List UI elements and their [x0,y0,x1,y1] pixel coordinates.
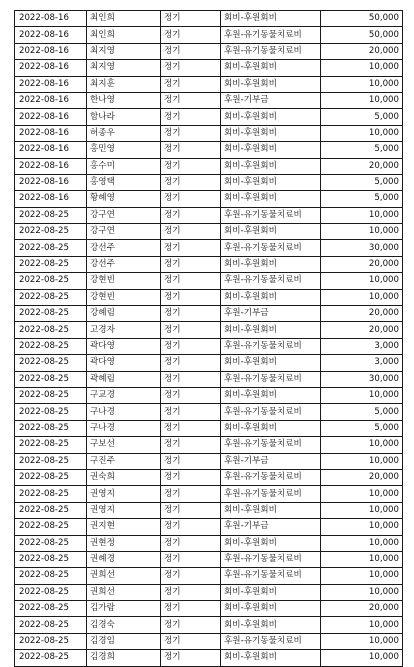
donation-type-cell: 정기 [161,125,221,141]
table-row [15,601,403,617]
category-cell: 회비-후원회비 [221,125,321,141]
table-row [15,355,403,371]
donor-name-cell: 강구연 [87,224,161,240]
donation-type-cell: 정기 [161,11,221,27]
category-cell: 후원-유기동물치료비 [221,568,321,584]
amount-cell: 10,000 [321,125,403,141]
amount-cell: 30,000 [321,371,403,387]
donation-type-cell: 정기 [161,207,221,223]
table-row [15,289,403,305]
category-cell: 후원-기부금 [221,92,321,108]
donation-table-body [15,11,403,667]
amount-cell: 10,000 [321,60,403,76]
category-cell: 후원-기부금 [221,306,321,322]
donor-name-cell: 곽다영 [87,338,161,354]
amount-cell: 10,000 [321,568,403,584]
donor-name-cell: 김경숙 [87,617,161,633]
amount-cell: 10,000 [321,584,403,600]
category-cell: 회비-후원회비 [221,355,321,371]
date-cell: 2022-08-25 [15,273,87,289]
table-row [15,224,403,240]
donation-type-cell: 정기 [161,371,221,387]
date-cell: 2022-08-25 [15,469,87,485]
date-cell: 2022-08-16 [15,191,87,207]
date-cell: 2022-08-25 [15,256,87,272]
donation-type-cell: 정기 [161,437,221,453]
date-cell: 2022-08-25 [15,453,87,469]
amount-cell: 10,000 [321,650,403,666]
donation-type-cell: 정기 [161,551,221,567]
donation-type-cell: 정기 [161,240,221,256]
donor-name-cell: 강혜림 [87,306,161,322]
donation-type-cell: 정기 [161,256,221,272]
table-row [15,469,403,485]
donor-name-cell: 구보선 [87,437,161,453]
category-cell: 회비-후원회비 [221,224,321,240]
donation-type-cell: 정기 [161,633,221,649]
date-cell: 2022-08-16 [15,125,87,141]
table-row [15,191,403,207]
category-cell: 회비-후원회비 [221,11,321,27]
table-row [15,453,403,469]
date-cell: 2022-08-25 [15,289,87,305]
category-cell: 후원-유기동물치료비 [221,551,321,567]
donation-type-cell: 정기 [161,404,221,420]
table-row [15,371,403,387]
amount-cell: 20,000 [321,43,403,59]
amount-cell: 20,000 [321,256,403,272]
category-cell: 후원-유기동물치료비 [221,437,321,453]
donation-type-cell: 정기 [161,76,221,92]
amount-cell: 10,000 [321,387,403,403]
donor-name-cell: 최지영 [87,60,161,76]
amount-cell: 50,000 [321,11,403,27]
date-cell: 2022-08-25 [15,355,87,371]
category-cell: 회비-후원회비 [221,60,321,76]
date-cell: 2022-08-25 [15,371,87,387]
amount-cell: 3,000 [321,338,403,354]
category-cell: 회비-후원회비 [221,76,321,92]
donor-name-cell: 홍수미 [87,158,161,174]
amount-cell: 50,000 [321,27,403,43]
donation-type-cell: 정기 [161,355,221,371]
amount-cell: 20,000 [321,306,403,322]
category-cell: 회비-후원회비 [221,158,321,174]
donor-name-cell: 권희선 [87,584,161,600]
donation-type-cell: 정기 [161,469,221,485]
amount-cell: 10,000 [321,502,403,518]
donation-type-cell: 정기 [161,420,221,436]
donation-type-cell: 정기 [161,27,221,43]
category-cell: 회비-후원회비 [221,142,321,158]
category-cell: 회비-후원회비 [221,191,321,207]
donor-name-cell: 강선주 [87,240,161,256]
donor-name-cell: 권영지 [87,486,161,502]
table-row [15,109,403,125]
donor-name-cell: 홍영택 [87,174,161,190]
table-row [15,142,403,158]
table-row [15,256,403,272]
donor-name-cell: 함나라 [87,109,161,125]
donor-name-cell: 구교경 [87,387,161,403]
donor-name-cell: 황혜영 [87,191,161,207]
donor-name-cell: 권혜경 [87,551,161,567]
amount-cell: 30,000 [321,240,403,256]
date-cell: 2022-08-16 [15,174,87,190]
table-row [15,125,403,141]
donation-type-cell: 정기 [161,568,221,584]
donation-type-cell: 정기 [161,502,221,518]
date-cell: 2022-08-25 [15,650,87,666]
table-row [15,584,403,600]
table-row [15,633,403,649]
table-row [15,617,403,633]
category-cell: 후원-유기동물치료비 [221,486,321,502]
date-cell: 2022-08-25 [15,519,87,535]
amount-cell: 10,000 [321,207,403,223]
table-row [15,158,403,174]
table-row [15,420,403,436]
table-row [15,650,403,666]
table-row [15,551,403,567]
donation-ledger [14,10,402,667]
donation-type-cell: 정기 [161,453,221,469]
category-cell: 후원-유기동물치료비 [221,27,321,43]
donation-type-cell: 정기 [161,387,221,403]
category-cell: 후원-유기동물치료비 [221,469,321,485]
date-cell: 2022-08-25 [15,551,87,567]
amount-cell: 10,000 [321,617,403,633]
donation-type-cell: 정기 [161,158,221,174]
donation-type-cell: 정기 [161,617,221,633]
table-row [15,174,403,190]
donor-name-cell: 권지현 [87,519,161,535]
donation-table [14,10,403,667]
category-cell: 회비-후원회비 [221,420,321,436]
amount-cell: 5,000 [321,109,403,125]
amount-cell: 5,000 [321,142,403,158]
date-cell: 2022-08-25 [15,306,87,322]
table-row [15,306,403,322]
date-cell: 2022-08-25 [15,322,87,338]
donor-name-cell: 권희선 [87,568,161,584]
table-row [15,338,403,354]
date-cell: 2022-08-25 [15,224,87,240]
category-cell: 회비-후원회비 [221,289,321,305]
category-cell: 후원-유기동물치료비 [221,207,321,223]
donation-type-cell: 정기 [161,109,221,125]
amount-cell: 10,000 [321,519,403,535]
donation-type-cell: 정기 [161,650,221,666]
date-cell: 2022-08-25 [15,437,87,453]
table-row [15,76,403,92]
donor-name-cell: 김경임 [87,633,161,649]
table-row [15,11,403,27]
table-row [15,502,403,518]
donation-type-cell: 정기 [161,322,221,338]
donor-name-cell: 고경자 [87,322,161,338]
category-cell: 회비-후원회비 [221,502,321,518]
date-cell: 2022-08-16 [15,43,87,59]
donation-type-cell: 정기 [161,601,221,617]
amount-cell: 10,000 [321,535,403,551]
amount-cell: 10,000 [321,633,403,649]
donor-name-cell: 구진주 [87,453,161,469]
category-cell: 회비-후원회비 [221,617,321,633]
amount-cell: 20,000 [321,158,403,174]
table-row [15,404,403,420]
donation-type-cell: 정기 [161,273,221,289]
amount-cell: 10,000 [321,92,403,108]
table-row [15,437,403,453]
date-cell: 2022-08-16 [15,76,87,92]
date-cell: 2022-08-25 [15,240,87,256]
amount-cell: 5,000 [321,191,403,207]
category-cell: 회비-후원회비 [221,256,321,272]
amount-cell: 10,000 [321,437,403,453]
table-row [15,273,403,289]
amount-cell: 5,000 [321,404,403,420]
category-cell: 회비-후원회비 [221,387,321,403]
donation-type-cell: 정기 [161,191,221,207]
date-cell: 2022-08-25 [15,535,87,551]
table-row [15,519,403,535]
table-row [15,92,403,108]
date-cell: 2022-08-25 [15,584,87,600]
date-cell: 2022-08-25 [15,502,87,518]
date-cell: 2022-08-25 [15,420,87,436]
amount-cell: 10,000 [321,289,403,305]
date-cell: 2022-08-25 [15,601,87,617]
donor-name-cell: 구나경 [87,420,161,436]
amount-cell: 5,000 [321,420,403,436]
donor-name-cell: 권영지 [87,502,161,518]
donor-name-cell: 최인희 [87,11,161,27]
amount-cell: 10,000 [321,273,403,289]
amount-cell: 20,000 [321,469,403,485]
amount-cell: 10,000 [321,486,403,502]
donation-type-cell: 정기 [161,43,221,59]
date-cell: 2022-08-16 [15,142,87,158]
date-cell: 2022-08-16 [15,92,87,108]
donor-name-cell: 구나경 [87,404,161,420]
donor-name-cell: 강선주 [87,256,161,272]
donation-type-cell: 정기 [161,584,221,600]
donor-name-cell: 강현빈 [87,273,161,289]
date-cell: 2022-08-25 [15,633,87,649]
donor-name-cell: 최지영 [87,43,161,59]
category-cell: 후원-유기동물치료비 [221,273,321,289]
date-cell: 2022-08-16 [15,27,87,43]
amount-cell: 20,000 [321,601,403,617]
donation-type-cell: 정기 [161,224,221,240]
amount-cell: 3,000 [321,355,403,371]
amount-cell: 20,000 [321,322,403,338]
category-cell: 회비-후원회비 [221,109,321,125]
category-cell: 후원-기부금 [221,519,321,535]
table-row [15,535,403,551]
category-cell: 후원-유기동물치료비 [221,338,321,354]
table-row [15,322,403,338]
category-cell: 회비-후원회비 [221,174,321,190]
category-cell: 후원-유기동물치료비 [221,240,321,256]
category-cell: 회비-후원회비 [221,584,321,600]
donation-type-cell: 정기 [161,174,221,190]
amount-cell: 10,000 [321,453,403,469]
donation-type-cell: 정기 [161,142,221,158]
table-row [15,207,403,223]
donor-name-cell: 곽혜림 [87,371,161,387]
donor-name-cell: 최인희 [87,27,161,43]
category-cell: 후원-유기동물치료비 [221,404,321,420]
table-row [15,240,403,256]
donation-type-cell: 정기 [161,519,221,535]
table-row [15,60,403,76]
amount-cell: 10,000 [321,76,403,92]
date-cell: 2022-08-25 [15,207,87,223]
donation-type-cell: 정기 [161,338,221,354]
donation-type-cell: 정기 [161,289,221,305]
category-cell: 회비-후원회비 [221,601,321,617]
date-cell: 2022-08-25 [15,387,87,403]
date-cell: 2022-08-25 [15,338,87,354]
donation-type-cell: 정기 [161,306,221,322]
category-cell: 회비-후원회비 [221,322,321,338]
date-cell: 2022-08-16 [15,11,87,27]
donation-type-cell: 정기 [161,535,221,551]
date-cell: 2022-08-16 [15,60,87,76]
date-cell: 2022-08-25 [15,404,87,420]
amount-cell: 10,000 [321,551,403,567]
donor-name-cell: 김가람 [87,601,161,617]
donor-name-cell: 최지훈 [87,76,161,92]
donation-type-cell: 정기 [161,486,221,502]
date-cell: 2022-08-16 [15,109,87,125]
donor-name-cell: 곽다영 [87,355,161,371]
table-row [15,568,403,584]
category-cell: 후원-유기동물치료비 [221,371,321,387]
date-cell: 2022-08-16 [15,158,87,174]
amount-cell: 5,000 [321,174,403,190]
donor-name-cell: 권현정 [87,535,161,551]
donation-type-cell: 정기 [161,92,221,108]
date-cell: 2022-08-25 [15,617,87,633]
donor-name-cell: 홍민영 [87,142,161,158]
category-cell: 회비-후원회비 [221,650,321,666]
donor-name-cell: 허종우 [87,125,161,141]
table-row [15,43,403,59]
donation-type-cell: 정기 [161,60,221,76]
category-cell: 후원-기부금 [221,453,321,469]
table-row [15,27,403,43]
table-row [15,387,403,403]
date-cell: 2022-08-25 [15,568,87,584]
donor-name-cell: 김경희 [87,650,161,666]
category-cell: 후원-유기동물치료비 [221,43,321,59]
donor-name-cell: 한나영 [87,92,161,108]
donor-name-cell: 권숙희 [87,469,161,485]
category-cell: 후원-유기동물치료비 [221,633,321,649]
donor-name-cell: 강구연 [87,207,161,223]
amount-cell: 10,000 [321,224,403,240]
date-cell: 2022-08-25 [15,486,87,502]
donor-name-cell: 강현빈 [87,289,161,305]
category-cell: 회비-후원회비 [221,535,321,551]
table-row [15,486,403,502]
